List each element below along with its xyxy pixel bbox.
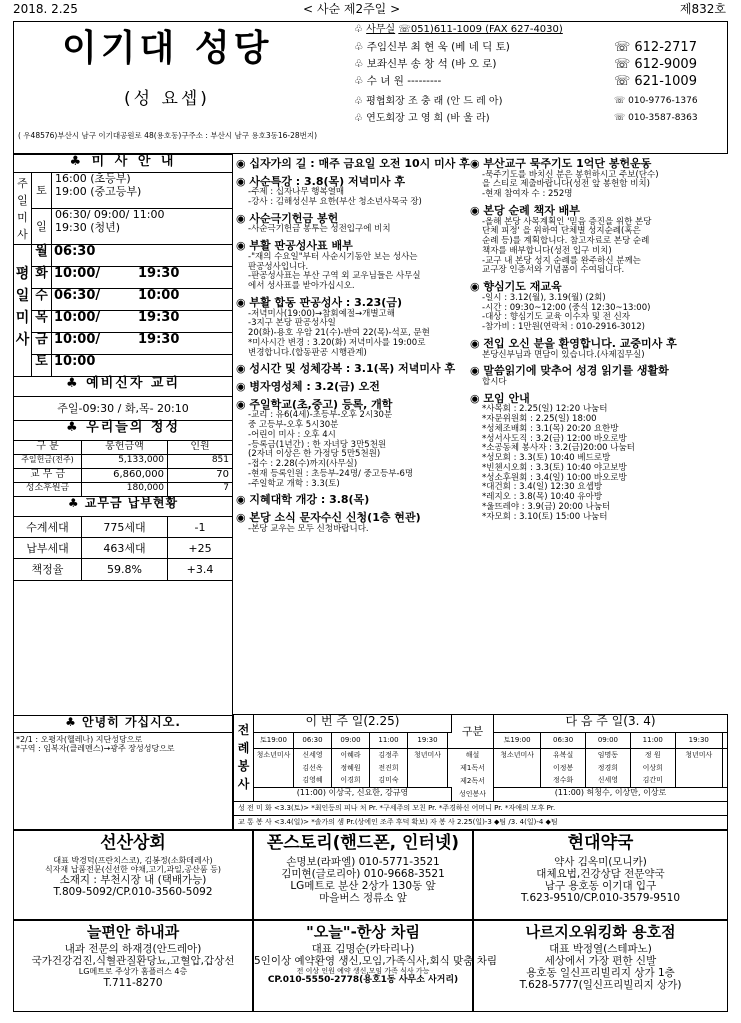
ad-line: 소재지 : 부천시장 내 (택배가능) bbox=[59, 873, 207, 886]
notice-item bbox=[470, 365, 728, 387]
roster-cell bbox=[676, 774, 723, 787]
roster-cell: 이정봉 bbox=[541, 762, 586, 775]
roster-cell: 청소년미사 bbox=[494, 749, 541, 762]
notice-detail: 책자를 배부합니다(성전 입구 비치) bbox=[482, 245, 612, 256]
roster-cell: 신세영 bbox=[586, 774, 631, 787]
notice-detail: *성모회 : 3.3(토) 10:40 베드로방 bbox=[482, 453, 611, 464]
roster-time: 09:00 bbox=[586, 733, 631, 748]
sunday-mass-label: 주 일 미 사 bbox=[14, 173, 32, 245]
notice-detail: *빈첸시오회 : 3.3(토) 10:40 야고보방 bbox=[482, 462, 627, 473]
ad-line: 남구 용호동 이기대 입구 bbox=[544, 879, 657, 892]
roster-time: 06:30 bbox=[294, 733, 332, 748]
notice-detail: -접수 : 2.28(수)까지(사무실) bbox=[248, 459, 358, 470]
notice-title: ◉ 사순특강 : 3.8(목) 저녁미사 후 bbox=[236, 174, 405, 188]
notice-detail: -어린이 미사 : 오후 4시 bbox=[248, 429, 336, 440]
notice-detail: 중 고등부-오후 5시30분 bbox=[248, 420, 339, 431]
roster-time: 06:30 bbox=[541, 733, 586, 748]
ad-line: CP.010-5550-2778(용호1동 사무소 사거리) bbox=[267, 975, 459, 986]
dues-title: ♣ 교무금 납부현황 bbox=[14, 497, 232, 517]
notice-item bbox=[236, 363, 468, 376]
notice-detail: -일시 : 3.12(월), 3.19(월) (2회) bbox=[482, 292, 606, 303]
notice-title: ◉ 주일학교(초,중고) 등록, 개학 bbox=[236, 397, 393, 411]
ad-line: 용호동 일신프리빌리지 상가 1층 bbox=[526, 967, 675, 980]
notice-detail: *사목회 : 2.25(일) 12:20 나눔터 bbox=[482, 404, 608, 415]
notice-detail: -3지구 본당 판공성사일 bbox=[248, 318, 336, 329]
notice-detail: -올해 본당 사목계획인 '믿음 증진을 위한 본당 bbox=[482, 216, 652, 227]
roster-cell: 이혜라 bbox=[332, 749, 370, 762]
header-bar bbox=[13, 3, 728, 21]
notice-detail: *미사시간 변경 : 3.20(화) 저녁미사를 19:00로 bbox=[248, 337, 426, 348]
ad-line: 약사 김옥미(모니카) bbox=[554, 855, 647, 868]
notice-item bbox=[236, 494, 468, 507]
table-row: 납부세대 463세대 +25 bbox=[14, 538, 232, 559]
roster-cell: 정경희 bbox=[586, 762, 631, 775]
roster-cell: 유복실 bbox=[541, 749, 586, 762]
ad-line: T.711-8270 bbox=[103, 976, 163, 989]
notice-detail: -참가비 : 1만원(연락처 : 010-2916-3012) bbox=[482, 322, 645, 333]
notice-detail: -등록금(1년간) : 한 자녀당 3만5천원 bbox=[248, 439, 387, 450]
roster-time: 토19:00 bbox=[254, 733, 294, 748]
contact-pastor: ♧ 주임신부 최 현 욱 (베 네 딕 토) ☏ 612-2717 bbox=[354, 40, 697, 55]
notice-detail: *소공동체 봉사자 : 3.2(금)20:00 나눔터 bbox=[482, 443, 635, 454]
catechumen-schedule: 주일-09:30 / 화,목- 20:10 bbox=[14, 397, 232, 421]
notice-title: ◉ 전입 오신 분을 환영합니다. 교중미사 후 bbox=[470, 336, 677, 350]
ad-line: 식자재 납품전문(신선한 야채,고기,과일,공산품 등) bbox=[44, 864, 222, 874]
notice-detail: 순례 등)를 계획합니다. 참고자료로 본당 순례 bbox=[482, 236, 650, 247]
notice-detail: 단체 피정' 을 위하여 단체별 성지순례(혹은 bbox=[482, 226, 641, 237]
notice-item bbox=[236, 213, 468, 235]
notice-detail: -현재 등록인원 : 초등부-24명/ 중고등부-6명 bbox=[248, 468, 414, 479]
notice-detail: -시간 : 09:30~12:00 (중식 12:30~13:00) bbox=[482, 302, 651, 313]
catechumen-title: ♣ 예비신자 교리 bbox=[14, 377, 232, 397]
notice-item bbox=[470, 393, 728, 523]
notice-detail: -교구 내 본당 성지 순례를 완주하신 분께는 bbox=[482, 255, 641, 266]
notice-detail: -저녁미사(19:00)→참회예절→개별고해 bbox=[248, 308, 395, 319]
roster-cell: 김영혜 bbox=[294, 774, 332, 787]
liturgy-roster bbox=[233, 714, 728, 830]
roster-time: 09:00 bbox=[332, 733, 370, 748]
ad-line: 대표 김명순(카타리나) bbox=[311, 943, 415, 956]
roster-role: 제2독서 bbox=[460, 777, 485, 785]
ad-line: 5인이상 예약환영 생신,모임,가족식사,회식 맞춤 차림 bbox=[254, 955, 498, 968]
notice-title: ◉ 병자영성체 : 3.2(금) 오전 bbox=[236, 380, 380, 394]
roster-time: 11:00 bbox=[370, 733, 408, 748]
ad-title: 현대약국 bbox=[567, 833, 634, 853]
offering-title: ♣ 우리들의 정성 bbox=[14, 421, 232, 441]
roster-cell bbox=[494, 774, 541, 787]
notice-item bbox=[236, 176, 468, 208]
roster-role: 해설 bbox=[465, 751, 480, 759]
notice-title: ◉ 본당 순례 책자 배부 bbox=[470, 203, 580, 217]
contact-assistant: ♧ 보좌신부 송 창 석 (바 오 로) ☏ 612-9009 bbox=[354, 57, 697, 72]
roster-cell: 정 원 bbox=[631, 749, 676, 762]
notice-detail: 변경합니다.(합동판공 시행관계) bbox=[248, 347, 367, 358]
ad-line: 대체요법,건강상담 전문약국 bbox=[536, 867, 665, 880]
issue-date: 2018. 2.25 bbox=[13, 2, 78, 16]
ad-box bbox=[13, 830, 253, 920]
church-name: 이기대 성당 bbox=[62, 27, 273, 69]
ad-title: 폰스토리(핸드폰, 인터넷) bbox=[266, 833, 460, 853]
ad-title: 선산상회 bbox=[100, 833, 166, 853]
roster-cell: 이경희 bbox=[332, 774, 370, 787]
ad-line: T.628-5777(일신프리빌리지 상가) bbox=[519, 979, 682, 992]
list-item: *구역 : 임복자(클레멘스)→광주 장성성당으로 bbox=[16, 744, 175, 754]
ad-line: LG메트로 주상가 홈플러스 4층 bbox=[78, 967, 188, 977]
notice-detail: 을 스티로 제출바랍니다(성전 앞 봉헌함 비치) bbox=[482, 179, 650, 190]
notice-detail: (2자녀 이상은 한 가정당 5만5천원) bbox=[248, 449, 381, 460]
roster-cell bbox=[408, 774, 448, 787]
notice-title: ◉ 말씀읽기에 맞추어 성경 읽기를 생활화 bbox=[470, 364, 669, 378]
notice-detail: *레지오 : 3.8(목) 10:40 유아방 bbox=[482, 492, 603, 503]
traffic-service: 교 통 봉 사 <3.4(일)> *솔가의 샘 Pr.(상에인 조주 후덕 확보) 자 봉 사 2.25(일)-3 ◆팀 /3. 4(일)-4 ◆팀 bbox=[234, 815, 727, 829]
roster-cell: 정수화 bbox=[541, 774, 586, 787]
ad-line: 세상에서 가장 편한 신발 bbox=[544, 955, 657, 968]
notice-detail: -본당 교우는 모두 신청바랍니다. bbox=[248, 523, 369, 534]
notice-title: ◉ 지혜대학 개강 : 3.8(목) bbox=[236, 493, 370, 507]
ad-line: 대표 박정열(스테파노) bbox=[549, 943, 652, 956]
notice-detail: *자문위원회 : 2.25(일) 18:00 bbox=[482, 414, 597, 425]
list-item: *2/1 : 오평자(헬레나) 지단성당으로 bbox=[16, 735, 143, 744]
roster-cell: 김미숙 bbox=[370, 774, 408, 787]
ad-line: 전 이상 인원 예약 생신,모임 가족 식사 가능 bbox=[296, 967, 430, 976]
weekday-table: 월 06:30 화 10:00/ 19:30 수 06:30/ 10:00 목 10:00/ 19:30 금 10:00/ 19:30 토 10:00 bbox=[32, 245, 232, 377]
notice-detail: 판공성사입니다. bbox=[248, 261, 309, 272]
sat-times: 16:00 (초등부) 19:00 (중고등부) bbox=[52, 173, 232, 209]
issue-number: 제832호 bbox=[679, 2, 726, 16]
notice-title: ◉ 성시간 및 성체강복 : 3.1(목) 저녁미사 후 bbox=[236, 362, 456, 376]
notice-detail: *성소후원회 : 3.4(일) 10:00 바오로방 bbox=[482, 472, 627, 483]
notice-detail: -현재 참여자 수 : 252명 bbox=[482, 189, 573, 200]
roster-time: 토19:00 bbox=[494, 733, 541, 748]
sat-label: 토 bbox=[32, 173, 52, 209]
flower-service: 성 전 미 화 <3.3(토)> *최인등의 피나 처 Pr. *구세주의 모친 Pr. *주경하신 어머니 Pr. *자애의 모후 Pr. bbox=[234, 801, 727, 815]
ad-box bbox=[253, 920, 498, 1012]
church-patron: (성 요셉) bbox=[124, 89, 210, 109]
notice-detail: 에서 성사표를 받아가십시오. bbox=[248, 281, 355, 292]
offering-table: 구 분 봉헌금액 인원 주일헌금(전주) 5,133,000 851 교 무 금 6,860,000 70 성소후원금 180,000 7 bbox=[14, 441, 232, 497]
roster-cell bbox=[254, 774, 294, 787]
ad-line: 국가건강검진,식혈관질환당뇨,고혈압,갑상선 bbox=[31, 955, 235, 968]
roster-gubun: 구분 bbox=[452, 715, 494, 749]
contact-convent: ♧ 수 녀 원 --------- ☏ 621-1009 bbox=[354, 74, 697, 89]
notice-detail: -강사 : 김해성신부 요한(부산 청소년사목국 장) bbox=[248, 197, 422, 208]
roster-time: 19:30 bbox=[676, 733, 723, 748]
roster-side-label: 전 례 봉 사 bbox=[234, 715, 254, 801]
contact-yeondo: ♧ 연도회장 고 영 희 (바 울 라) ☏ 010-3587-8363 bbox=[354, 113, 698, 124]
roster-cell: 청년미사 bbox=[408, 749, 448, 762]
roster-time: 19:30 bbox=[408, 733, 448, 748]
notice-title: ◉ 모임 안내 bbox=[470, 391, 530, 405]
sun-label: 일 bbox=[32, 209, 52, 245]
ad-title: 나르지오워킹화 용호점 bbox=[525, 923, 676, 941]
roster-cell: 청소년미사 bbox=[254, 749, 294, 762]
notice-detail: -묵주기도를 바치신 분은 봉헌하시고 주보(단수) bbox=[482, 169, 659, 180]
church-address: ( 우48576)부산시 남구 이기대공원로 48(용호동)구주소 : 부산시 남구 용호3동16-28번지) bbox=[18, 131, 318, 140]
roster-role: 성인봉사 bbox=[458, 790, 487, 798]
roster-cell: 임명동 bbox=[586, 749, 631, 762]
notice-detail: *울뜨레야 : 3.9(금) 20:00 나눔터 bbox=[482, 501, 611, 512]
notice-detail: -사순극기헌금 봉투는 성전입구에 비치 bbox=[248, 224, 391, 235]
notice-detail: *자모회 : 3.10(토) 15:00 나눔터 bbox=[482, 511, 608, 522]
weekday-mass-label: 평 일 미 사 bbox=[14, 245, 32, 377]
contact-list bbox=[354, 24, 726, 130]
notice-detail: -주일학교 개학 : 3.3(토) bbox=[248, 478, 340, 489]
roster-cell: 청년미사 bbox=[676, 749, 723, 762]
ad-line: 마을버스 정류소 앞 bbox=[319, 891, 407, 904]
notice-detail: *성체조배회 : 3.1(목) 20:20 요한방 bbox=[482, 423, 619, 434]
notices-right bbox=[470, 158, 728, 568]
ad-line: 손명보(라파엘) 010-5771-3521 bbox=[286, 855, 440, 868]
notice-detail: *대건회 : 3.4(일) 12:30 요셉방 bbox=[482, 482, 603, 493]
notice-title: ◉ 부활 판공성사표 배부 bbox=[236, 239, 353, 253]
table-row: 교 무 금 6,860,000 70 bbox=[14, 469, 232, 483]
roster-cell bbox=[676, 762, 723, 775]
notice-item bbox=[470, 281, 728, 333]
roster-role: 제1독서 bbox=[460, 764, 485, 772]
roster-cell: 이상희 bbox=[631, 762, 676, 775]
notice-item bbox=[236, 381, 468, 394]
roster-cell: 전진희 bbox=[370, 762, 408, 775]
ad-box bbox=[253, 830, 473, 920]
roster-cell: 김정주 bbox=[370, 749, 408, 762]
ad-line: T.809-5092/CP.010-3560-5092 bbox=[53, 885, 213, 898]
ad-line: T.623-9510/CP.010-3579-9510 bbox=[520, 891, 681, 904]
roster-cell bbox=[494, 762, 541, 775]
roster-cell: 김선옥 bbox=[294, 762, 332, 775]
liturgical-season: < 사순 제2주일 > bbox=[303, 2, 401, 16]
ad-box bbox=[473, 920, 728, 1012]
table-row: 주일헌금(전주) 5,133,000 851 bbox=[14, 455, 232, 469]
next-communion: (11:00) 허청수, 이상만, 이상로 bbox=[494, 787, 727, 801]
ad-box bbox=[13, 920, 253, 1012]
notice-title: ◉ 본당 소식 문자수신 신청(1층 현관) bbox=[236, 511, 421, 525]
ad-line: 대표 박경덕(프란치스코), 김봉정(소화데레사) bbox=[53, 855, 213, 865]
notice-detail: -"재의 수요일"부터 사순시기동안 보는 성사는 bbox=[248, 251, 418, 262]
notice-detail: -판공성사표는 부산 구역 외 교우님들은 사무실 bbox=[248, 271, 421, 282]
notice-item bbox=[236, 240, 468, 292]
notice-detail: 합시다 bbox=[482, 376, 507, 387]
notice-item bbox=[236, 297, 468, 358]
notice-item bbox=[470, 338, 728, 360]
farewell-list bbox=[16, 735, 230, 753]
ad-line: LG메트로 분산 2상가 130동 앞 bbox=[290, 879, 436, 892]
farewell-title: ♣ 안녕히 가십시오. bbox=[14, 715, 232, 733]
notice-title: ◉ 향심기도 재교육 bbox=[470, 280, 562, 294]
ad-line: 내과 전문의 하재경(안드레아) bbox=[64, 943, 202, 956]
left-column bbox=[13, 154, 233, 830]
notice-title: ◉ 십자가의 길 : 매주 금요일 오전 10시 미사 후 bbox=[236, 157, 470, 170]
this-communion: (11:00) 이상국, 신요한, 강규영 bbox=[254, 787, 452, 801]
notice-title: ◉ 부활 합동 판공성사 : 3.23(금) bbox=[236, 295, 402, 309]
roster-cell: 신세영 bbox=[294, 749, 332, 762]
notices-middle bbox=[236, 158, 468, 558]
house-icon: ♧ bbox=[354, 24, 363, 35]
notice-detail: -대상 : 향심기도 교육 이수자 및 전 신자 bbox=[482, 312, 631, 323]
this-week-title: 이 번 주 일(2.25) bbox=[254, 715, 452, 733]
ad-box bbox=[473, 830, 728, 920]
mass-title: ♣ 미 사 안 내 bbox=[14, 155, 232, 173]
notice-title: ◉ 부산교구 묵주기도 1억단 봉헌운동 bbox=[470, 157, 652, 170]
notice-title: ◉ 사순극기헌금 봉헌 bbox=[236, 211, 339, 225]
ad-line: 김미현(글로리아) 010-9668-3521 bbox=[281, 867, 445, 880]
sun-times: 06:30/ 09:00/ 11:00 19:30 (청년) bbox=[52, 209, 232, 245]
notice-detail: 20(화)-용호 우암 21(수)-반여 22(목)-석포, 문현 bbox=[248, 328, 430, 339]
notice-detail: 본당신부님과 면담이 있습니다.(사제집무실) bbox=[482, 349, 645, 360]
ad-title: 늘편안 하내과 bbox=[86, 923, 180, 941]
contact-council: ♧ 평협회장 조 충 래 (안 드 레 아) ☏ 010-9776-1376 bbox=[354, 96, 698, 107]
table-row: 책정율 59.8% +3.4 bbox=[14, 559, 232, 580]
table-row: 수계세대 775세대 -1 bbox=[14, 517, 232, 538]
notice-detail: -주제 : 십자나무 행복열매 bbox=[248, 187, 345, 198]
contact-office: ♧ 사무실 ☏051)611-1009 (FAX 627-4030) bbox=[354, 24, 563, 35]
roster-cell: 김간미 bbox=[631, 774, 676, 787]
next-week-title: 다 음 주 일(3. 4) bbox=[494, 715, 727, 733]
notice-detail: 교구장 인증서와 기념품이 수여됩니다. bbox=[482, 265, 625, 276]
table-row: 성소후원금 180,000 7 bbox=[14, 483, 232, 497]
ad-title: "오늘"-한상 차림 bbox=[305, 923, 421, 941]
masthead bbox=[13, 21, 728, 154]
notice-item bbox=[470, 205, 728, 276]
notice-detail: -교리 : 유6(4세)-초등부-오후 2시30분 bbox=[248, 410, 393, 421]
notice-item bbox=[236, 399, 468, 490]
roster-cell bbox=[254, 762, 294, 775]
notice-item bbox=[236, 512, 468, 534]
roster-cell bbox=[408, 762, 448, 775]
notice-detail: *성서사도직 : 3.2(금) 12:00 바오로방 bbox=[482, 433, 627, 444]
notice-item bbox=[236, 158, 468, 171]
notice-item bbox=[470, 158, 728, 200]
dues-table bbox=[14, 517, 232, 580]
roster-time: 11:00 bbox=[631, 733, 676, 748]
roster-cell: 정혜원 bbox=[332, 762, 370, 775]
